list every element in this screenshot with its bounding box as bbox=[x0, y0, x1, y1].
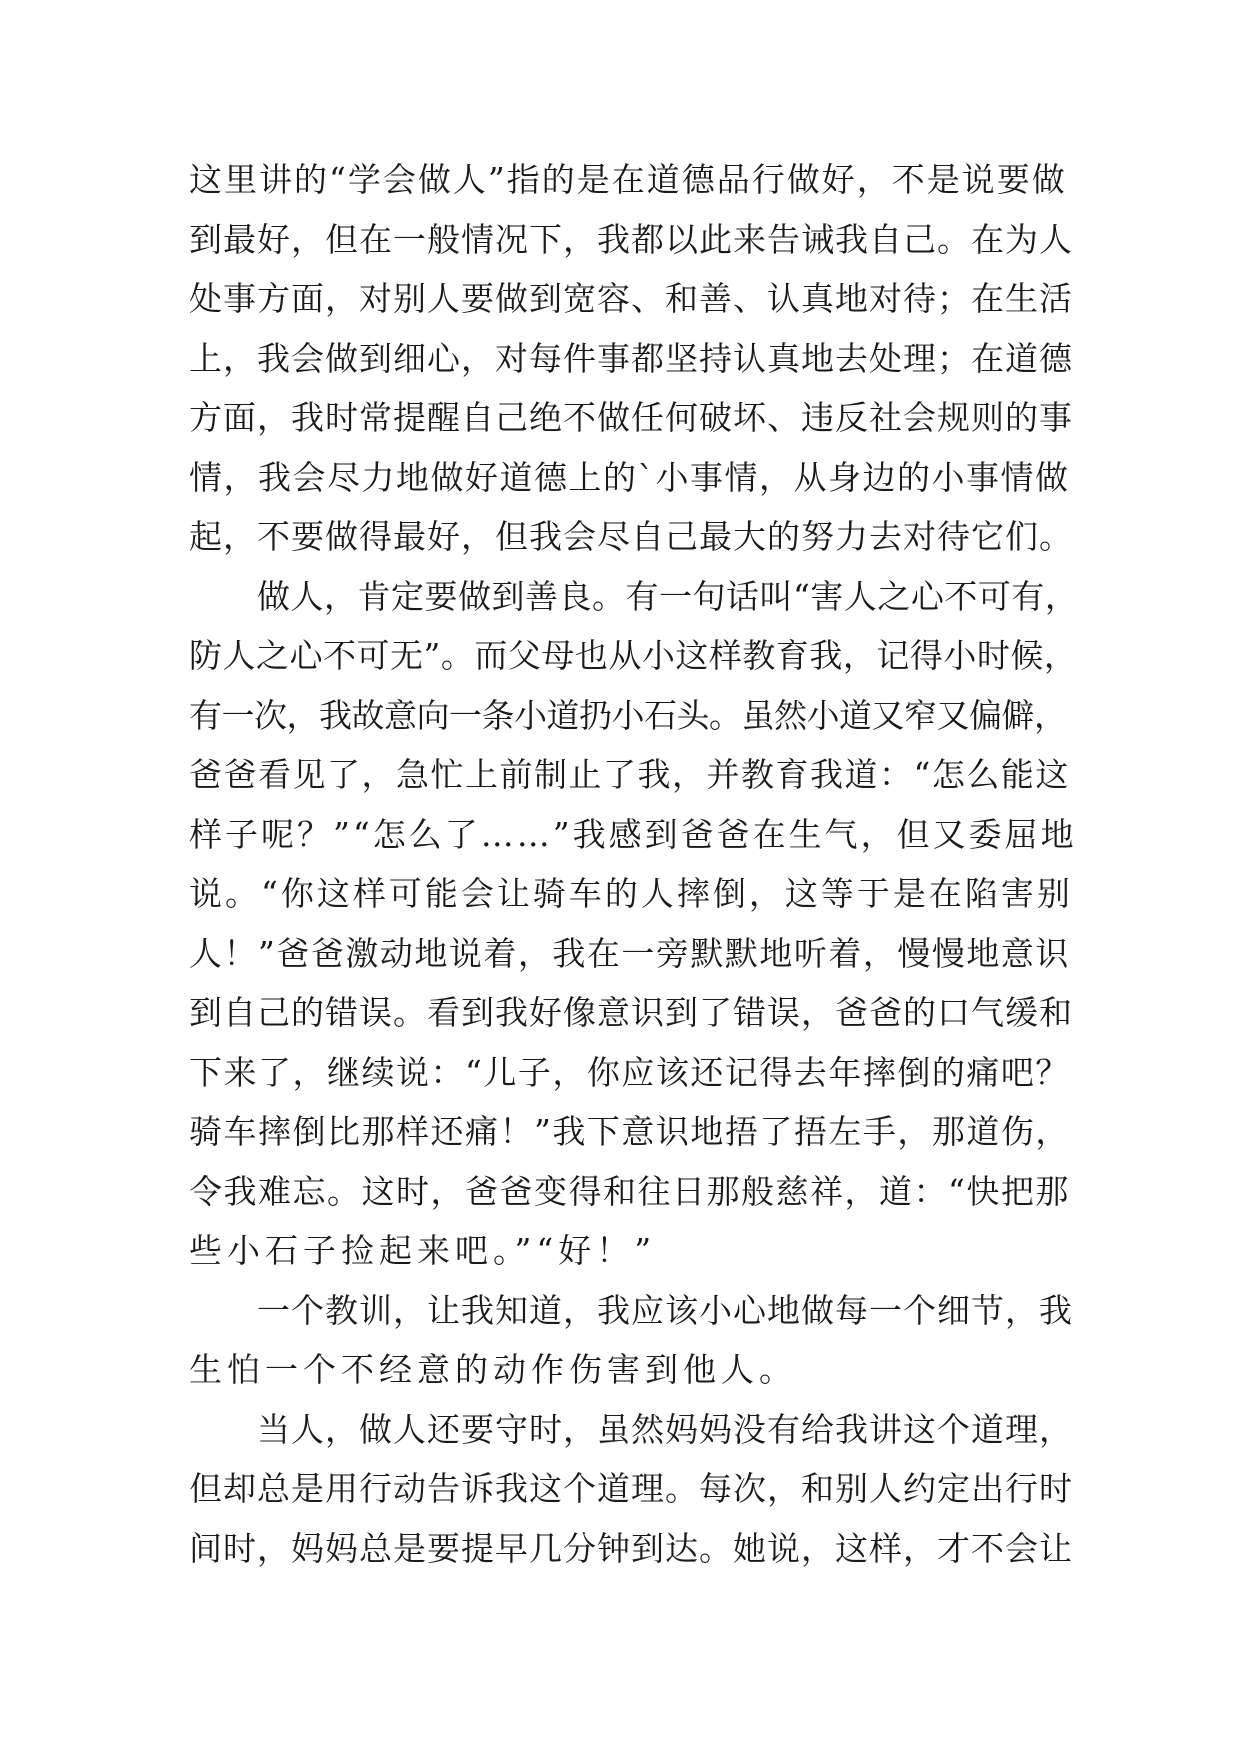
text-line: 处事方面，对别人要做到宽容、和善、认真地对待；在生活 bbox=[189, 279, 1073, 318]
text-line: 上，我会做到细心，对每件事都坚持认真地去处理；在道德 bbox=[189, 338, 1073, 378]
document-body bbox=[189, 150, 1079, 1578]
text-line: 做人，肯定要做到善良。有一句话叫“害人之心不可有， bbox=[257, 576, 1079, 616]
text-line: 人！”爸爸激动地说着，我在一旁默默地听着，慢慢地意识 bbox=[189, 933, 1070, 973]
text-line: 骑车摔倒比那样还痛！”我下意识地捂了捂左手，那道伤， bbox=[189, 1112, 1070, 1151]
text-line: 防人之心不可无”。而父母也从小这样教育我，记得小时候， bbox=[189, 636, 1078, 675]
text-line: 说。“你这样可能会让骑车的人摔倒，这等于是在陷害别 bbox=[189, 874, 1073, 913]
text-line: 方面，我时常提醒自己绝不做任何破坏、违反社会规则的事 bbox=[189, 398, 1073, 437]
text-line: 下来了，继续说：“儿子，你应该还记得去年摔倒的痛吧？ bbox=[189, 1052, 1070, 1092]
text-line: 有一次，我故意向一条小道扔小石头。虽然小道又窄又偏僻， bbox=[189, 695, 1067, 735]
text-line: 生怕一个不经意的动作伤害到他人。 bbox=[189, 1350, 797, 1389]
text-line: 一个教训，让我知道，我应该小心地做每一个细节，我 bbox=[257, 1290, 1073, 1330]
text-line: 这里讲的“学会做人”指的是在道德品行做好，不是说要做 bbox=[189, 160, 1067, 199]
text-line: 到最好，但在一般情况下，我都以此来告诫我自己。在为人 bbox=[189, 219, 1073, 259]
text-line: 令我难忘。这时，爸爸变得和往日那般慈祥，道：“快把那 bbox=[189, 1171, 1070, 1211]
text-line: 情，我会尽力地做好道德上的`小事情，从身边的小事情做 bbox=[189, 457, 1070, 497]
text-line: 起，不要做得最好，但我会尽自己最大的努力去对待它们。 bbox=[189, 517, 1073, 556]
text-line: 到自己的错误。看到我好像意识到了错误，爸爸的口气缓和 bbox=[189, 993, 1073, 1032]
text-line: 些小石子捡起来吧。”“好！” bbox=[189, 1231, 657, 1270]
text-line: 爸爸看见了，急忙上前制止了我，并教育我道：“怎么能这 bbox=[189, 755, 1070, 794]
text-line: 当人，做人还要守时，虽然妈妈没有给我讲这个道理， bbox=[257, 1409, 1073, 1449]
text-line: 间时，妈妈总是要提早几分钟到达。她说，这样，才不会让 bbox=[189, 1528, 1073, 1568]
text-line: 但却总是用行动告诉我这个道理。每次，和别人约定出行时 bbox=[189, 1469, 1073, 1508]
text-line: 样子呢？”“怎么了……”我感到爸爸在生气，但又委屈地 bbox=[189, 814, 1077, 854]
